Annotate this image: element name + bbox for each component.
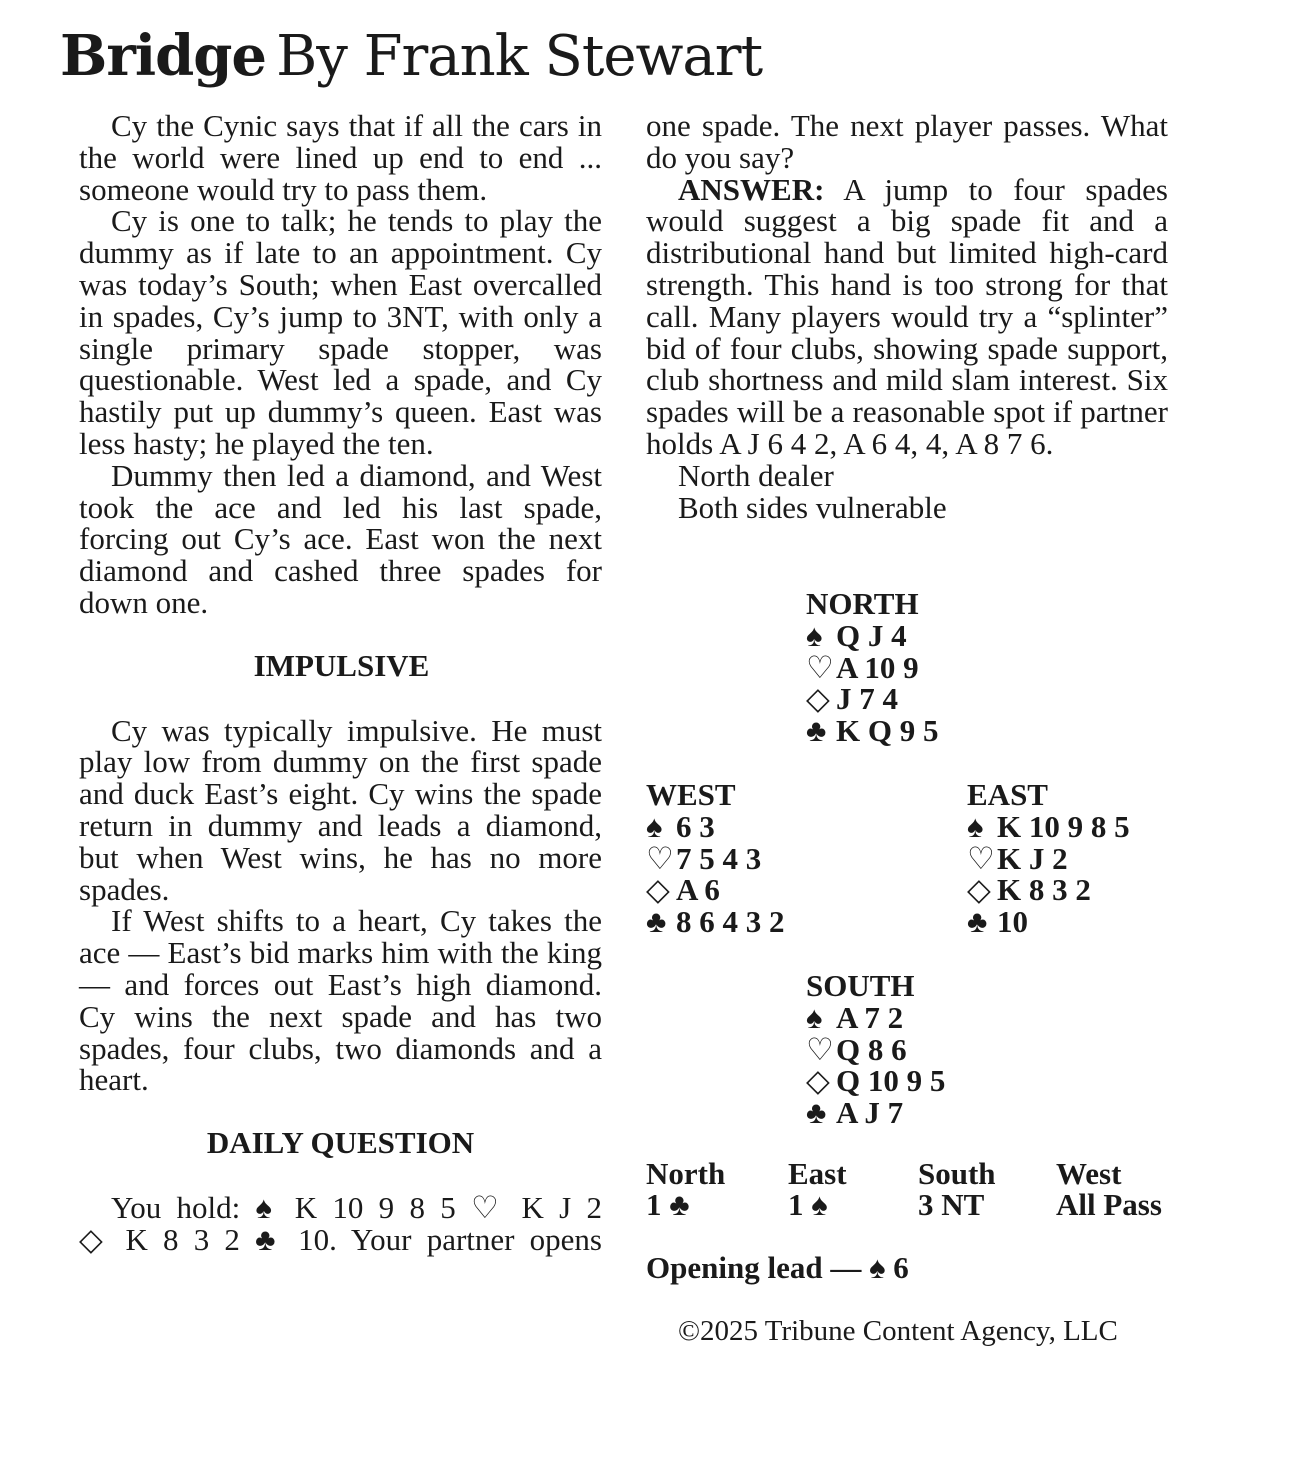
auction-header-east: East — [788, 1156, 847, 1191]
club-icon: ♣ — [806, 1095, 827, 1131]
hearts-cards: Q 8 6 — [836, 1031, 907, 1067]
clubs-cards: 8 6 4 3 2 — [676, 904, 785, 940]
clubs-cards: A J 7 — [836, 1095, 904, 1131]
diamonds-row — [806, 683, 938, 715]
paragraph: If West shifts to a heart, Cy takes the ace — East’s bid marks him with the king — and forces out East’s high diamond. Cy wins the next spade and has two spades, four clubs, two diamonds and a heart. — [79, 903, 602, 1098]
paragraph: Cy was typically impulsive. He must play low from dummy on the first spade and duck East’s eight. Cy wins the spade return in dummy and leads a diamond, but when West wins, he has no more spades. — [79, 712, 602, 907]
diamond-icon: ◇ — [967, 872, 991, 908]
spades-row — [646, 808, 785, 844]
answer-label: ANSWER: — [678, 171, 825, 207]
question-line: You hold: ♠ K 10 9 8 5 ♡ K J 2 — [111, 1189, 602, 1225]
paragraph: one spade. The next player passes. What do you say? — [646, 108, 1168, 175]
hearts-cards: A 10 9 — [836, 649, 919, 685]
diamonds-row — [806, 1065, 945, 1097]
clubs-row — [806, 1097, 945, 1129]
spade-icon: ♠ — [806, 999, 823, 1035]
spades-cards: A 7 2 — [836, 999, 904, 1035]
dealer-note: North dealer — [678, 457, 834, 493]
diamond-icon: ◇ — [806, 1063, 830, 1099]
spades-row — [806, 999, 945, 1035]
spades-cards: K 10 9 8 5 — [997, 808, 1130, 844]
auction-bid-west: All Pass — [1056, 1187, 1162, 1222]
article-right-column — [646, 110, 1168, 523]
article-left-column — [79, 110, 602, 1256]
hearts-row — [806, 649, 938, 685]
hearts-cards: K J 2 — [997, 840, 1068, 876]
hearts-row — [646, 840, 785, 876]
paragraph: Dummy then led a diamond, and West took the ace and led his last spade, forcing out Cy’s ace. East won the next diamond and cashed three spades for down one. — [79, 457, 602, 620]
club-icon: ♣ — [806, 713, 827, 749]
spade-icon: ♠ — [967, 808, 984, 844]
question-line: ◇ K 8 3 2 ♣ 10. Your partner opens — [79, 1221, 602, 1257]
spades-cards: Q J 4 — [836, 617, 907, 653]
club-icon: ♣ — [646, 904, 667, 940]
paragraph: Cy the Cynic says that if all the cars in the world were lined up end to end ... someone would try to pass them. — [79, 108, 602, 207]
byline: By Frank Stewart — [276, 24, 763, 89]
masthead — [60, 22, 762, 91]
hand-label: SOUTH — [806, 968, 915, 1003]
auction-bid-east: 1 ♠ — [788, 1187, 828, 1222]
answer-paragraph — [646, 171, 1168, 461]
hand-label: EAST — [967, 777, 1048, 812]
clubs-row — [646, 906, 785, 938]
diamond-icon: ◇ — [806, 681, 830, 717]
heart-icon: ♡ — [967, 840, 995, 876]
hand-north — [806, 588, 938, 747]
hand-south — [806, 970, 945, 1129]
diamonds-row — [646, 874, 785, 906]
spades-row — [967, 808, 1130, 844]
hand-west — [646, 779, 785, 938]
spades-cards: 6 3 — [676, 808, 715, 844]
paragraph: Cy is one to talk; he tends to play the dummy as if late to an appointment. Cy was today’s South; when East overcalled in spades, Cy’s jump to 3NT, with only a single primary spade stopper, was questionable. West led a spade, and Cy hastily put up dummy’s queen. East was less hasty; he played the ten. — [79, 203, 602, 461]
heart-icon: ♡ — [806, 649, 834, 685]
auction-bid-north: 1 ♣ — [646, 1187, 690, 1222]
diamond-icon: ◇ — [646, 872, 670, 908]
diamonds-cards: A 6 — [676, 872, 720, 908]
hearts-cards: 7 5 4 3 — [676, 840, 762, 876]
clubs-row — [967, 906, 1130, 938]
club-icon: ♣ — [967, 904, 988, 940]
hearts-row — [806, 1031, 945, 1067]
clubs-cards: 10 — [997, 904, 1028, 940]
hearts-row — [967, 840, 1130, 876]
vulnerability-note: Both sides vulnerable — [678, 489, 947, 525]
spade-icon: ♠ — [646, 808, 663, 844]
diamonds-row — [967, 874, 1130, 906]
hand-label: NORTH — [806, 586, 919, 621]
answer-text: A jump to four spades would suggest a big spade fit and a distributional hand but limited high-card strength. This hand is too strong for that call. Many players would try a “splinter” bid of four clubs, showing spade support, club shortness and mild slam interest. Six spades will be a reasonable spot if partner holds A J 6 4 2, A 6 4, 4, A 8 7 6. — [646, 171, 1168, 461]
diamonds-cards: J 7 4 — [836, 681, 898, 717]
auction-header-north: North — [646, 1156, 726, 1191]
copyright: ©2025 Tribune Content Agency, LLC — [678, 1315, 1118, 1347]
hand-east — [967, 779, 1130, 938]
heart-icon: ♡ — [806, 1031, 834, 1067]
column-title: Bridge — [60, 23, 267, 89]
spades-row — [806, 617, 938, 653]
opening-lead: Opening lead — ♠ 6 — [646, 1250, 909, 1285]
diamonds-cards: K 8 3 2 — [997, 872, 1091, 908]
auction-bid-south: 3 NT — [918, 1187, 985, 1222]
clubs-row — [806, 715, 938, 747]
hand-label: WEST — [646, 777, 736, 812]
subhead-daily-question: DAILY QUESTION — [206, 1125, 475, 1161]
heart-icon: ♡ — [646, 840, 674, 876]
subhead-impulsive: IMPULSIVE — [253, 647, 430, 683]
auction-header-south: South — [918, 1156, 996, 1191]
diamonds-cards: Q 10 9 5 — [836, 1063, 946, 1099]
spade-icon: ♠ — [806, 617, 823, 653]
clubs-cards: K Q 9 5 — [836, 713, 939, 749]
auction-header-west: West — [1056, 1156, 1122, 1191]
